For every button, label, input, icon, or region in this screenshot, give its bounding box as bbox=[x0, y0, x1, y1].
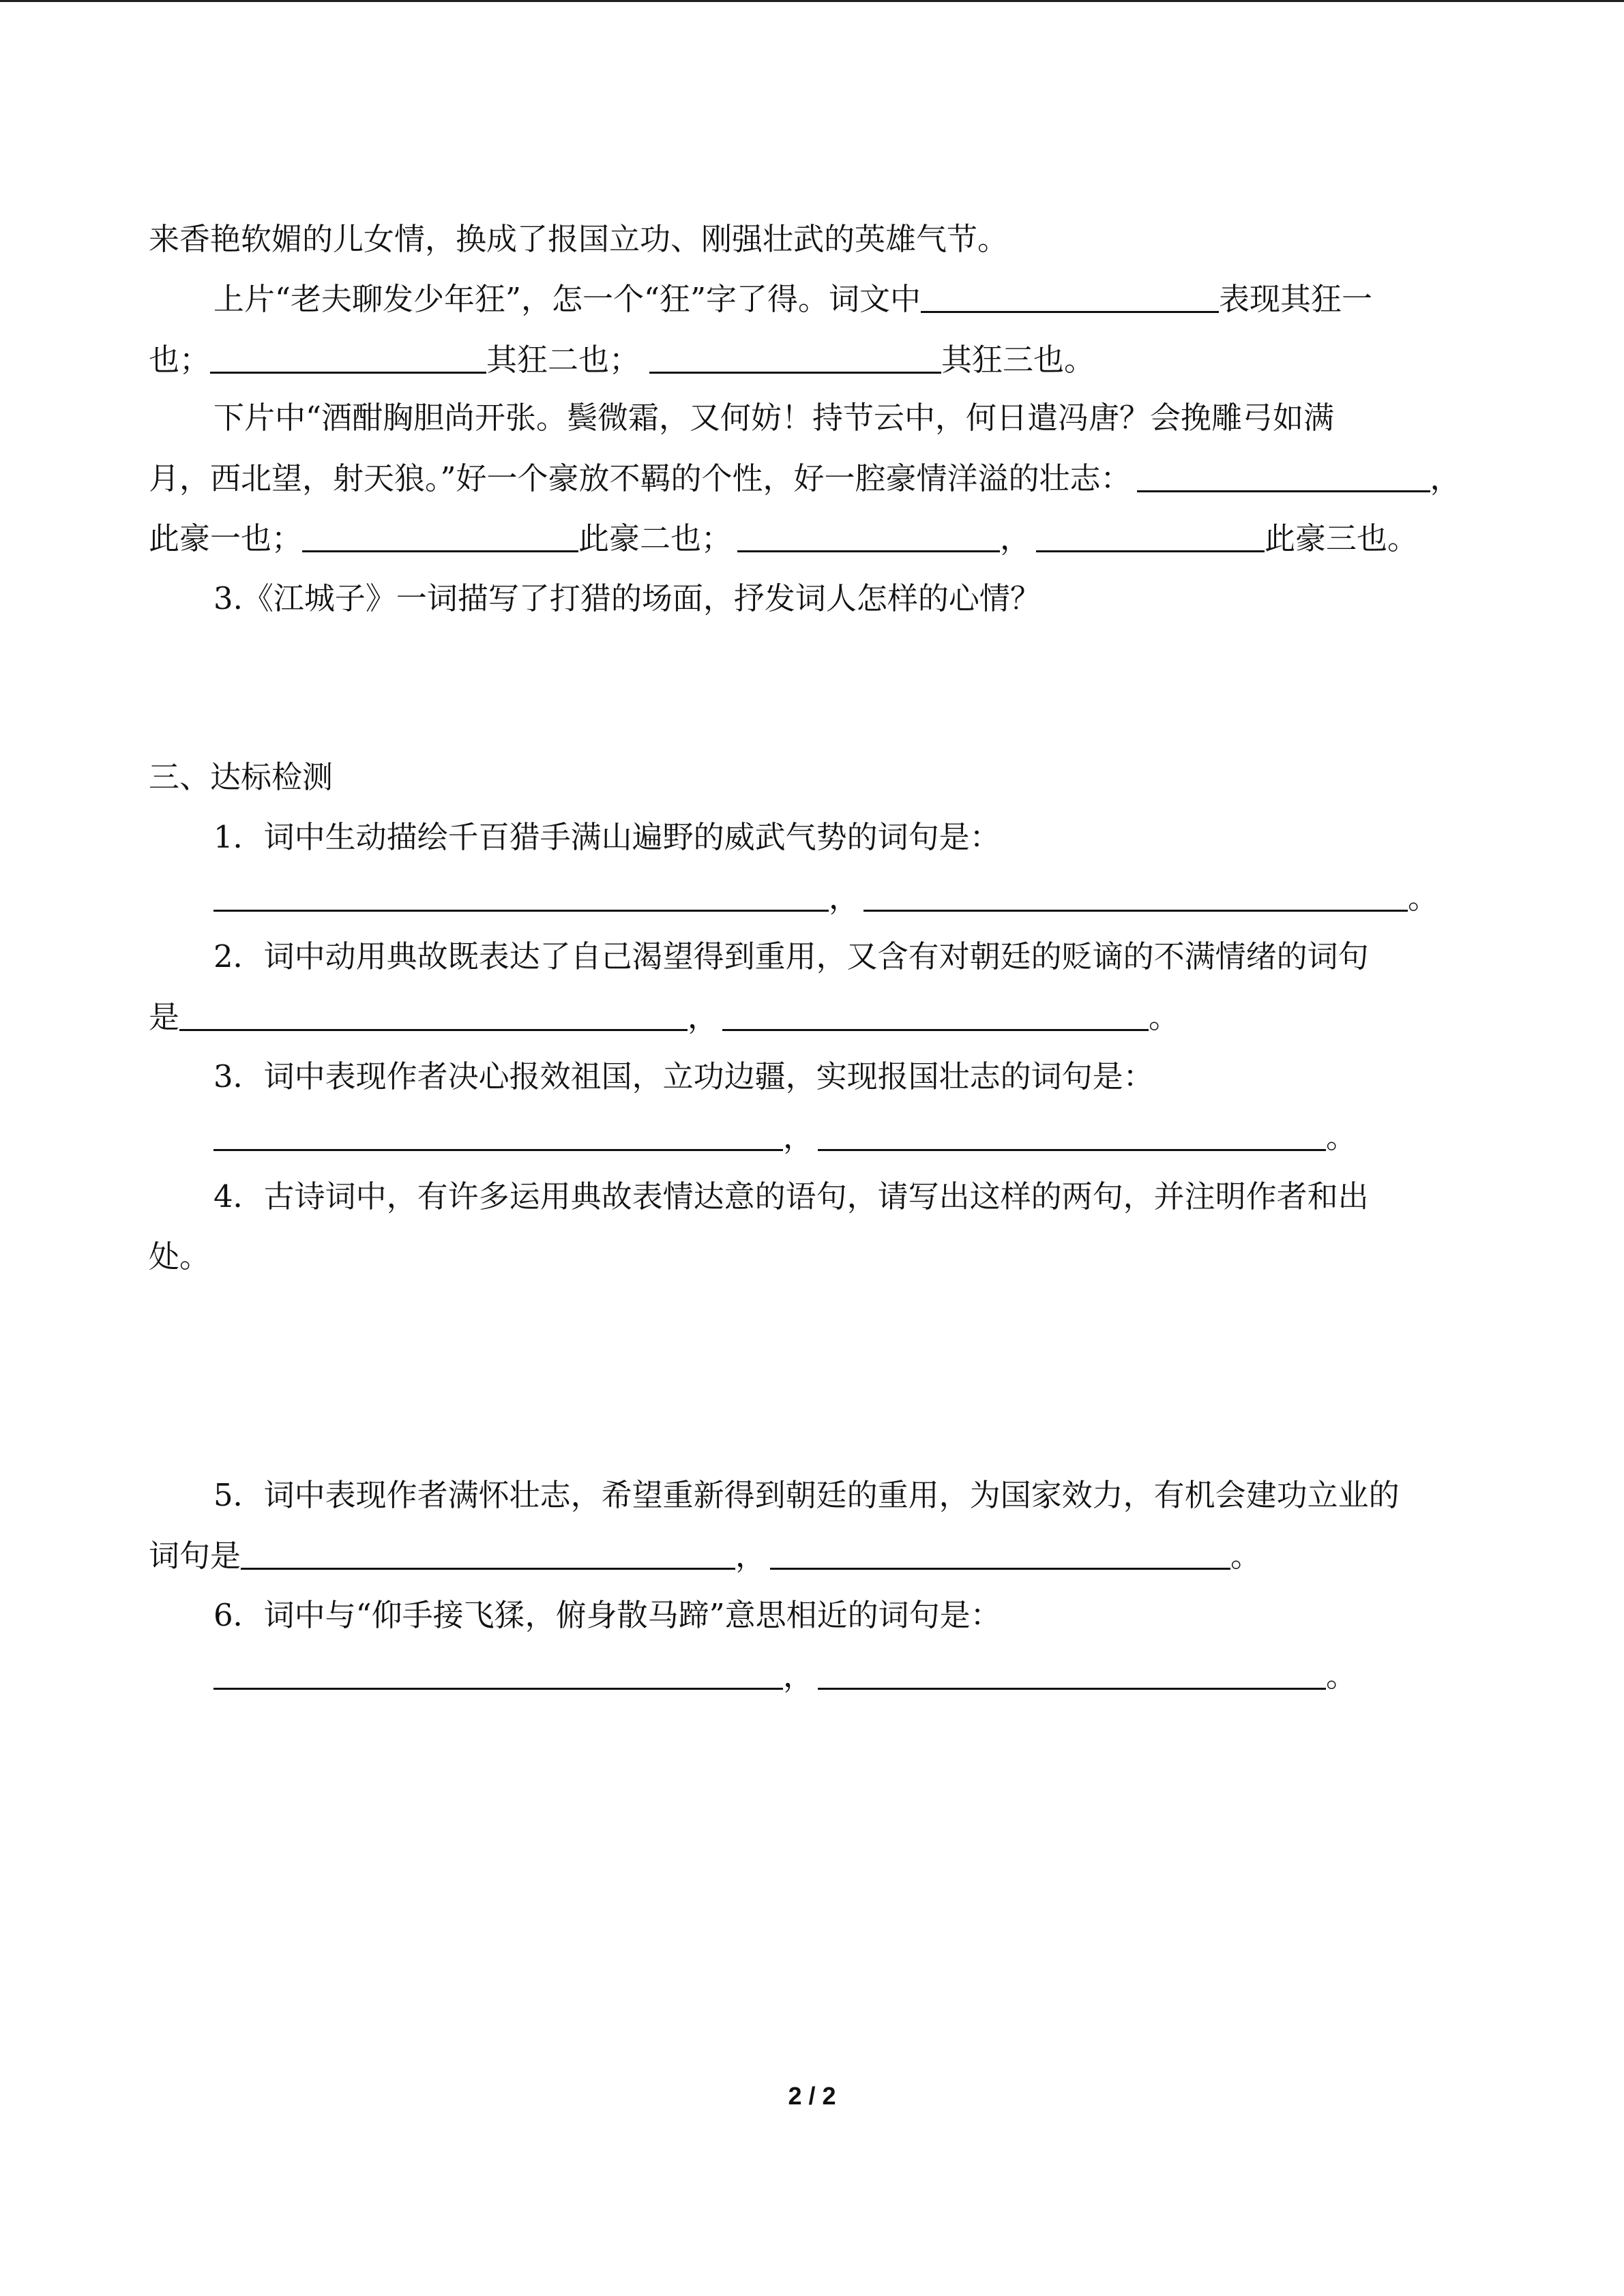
answer-blank[interactable] bbox=[213, 1655, 783, 1690]
check-question-2: 2．词中动用典故既表达了自己渴望得到重用，又含有对朝廷的贬谪的不满情绪的词句 bbox=[213, 938, 1369, 974]
answer-blank[interactable] bbox=[1137, 458, 1430, 492]
check-question-5: 5．词中表现作者满怀壮志，希望重新得到朝廷的重用，为国家效力，有机会建功立业的 bbox=[213, 1477, 1400, 1513]
check-question-4: 4．古诗词中，有许多运用典故表情达意的语句，请写出这样的两句，并注明作者和出 bbox=[213, 1178, 1369, 1214]
check-question-3: 3．词中表现作者决心报效祖国，立功边疆，实现报国壮志的词句是： bbox=[213, 1058, 1154, 1094]
answer-blank[interactable] bbox=[770, 1535, 1230, 1570]
check-question-1: 1．词中生动描绘千百猎手满山遍野的威武气势的词句是： bbox=[213, 819, 1001, 855]
answer-blank[interactable] bbox=[241, 1535, 735, 1570]
check-question-6: 6．词中与“仰手接飞猱，俯身散马蹄”意思相近的词句是： bbox=[213, 1597, 1001, 1633]
check-question-4-cont: 处。 bbox=[149, 1238, 211, 1274]
check-answer-3: ， 。 bbox=[213, 1116, 1477, 1157]
answer-blank[interactable] bbox=[302, 518, 578, 552]
hao-line-2: 月，西北望，射天狼。”好一个豪放不羁的个性，好一腔豪情洋溢的壮志： ， bbox=[149, 458, 1477, 498]
answer-blank[interactable] bbox=[722, 996, 1149, 1031]
check-answer-2: 是 ， 。 bbox=[149, 996, 1477, 1037]
answer-blank[interactable] bbox=[179, 996, 688, 1031]
answer-blank[interactable] bbox=[213, 877, 829, 912]
question-3: 3.《江城子》一词描写了打猎的场面，抒发词人怎样的心情？ bbox=[213, 580, 1041, 616]
answer-blank[interactable] bbox=[737, 518, 1000, 552]
check-answer-6: ， 。 bbox=[213, 1655, 1477, 1696]
answer-blank[interactable] bbox=[818, 1655, 1326, 1690]
answer-blank[interactable] bbox=[649, 339, 941, 374]
answer-blank[interactable] bbox=[863, 877, 1408, 912]
kuang-line-2: 也； 其狂二也； 其狂三也。 bbox=[149, 339, 1477, 380]
answer-blank[interactable] bbox=[921, 278, 1219, 313]
hao-line-3: 此豪一也； 此豪二也； ， 此豪三也。 bbox=[149, 518, 1477, 558]
hao-line-1: 下片中“酒酣胸胆尚开张。鬓微霜，又何妨！持节云中，何日遣冯唐？会挽雕弓如满 bbox=[213, 400, 1335, 436]
check-answer-5: 词句是 ， 。 bbox=[149, 1535, 1477, 1576]
page-number: 2 / 2 bbox=[788, 2082, 836, 2110]
section-title: 三、达标检测 bbox=[149, 759, 334, 795]
answer-blank[interactable] bbox=[818, 1116, 1326, 1151]
check-answer-1: ， 。 bbox=[213, 877, 1477, 918]
answer-blank[interactable] bbox=[213, 1116, 783, 1151]
answer-blank[interactable] bbox=[210, 339, 486, 374]
answer-blank[interactable] bbox=[1036, 518, 1265, 552]
kuang-line-1: 上片“老夫聊发少年狂”，怎一个“狂”字了得。词文中 表现其狂一 bbox=[213, 278, 1477, 319]
intro-line-1: 来香艳软媚的儿女情，换成了报国立功、刚强壮武的英雄气节。 bbox=[149, 221, 1009, 257]
